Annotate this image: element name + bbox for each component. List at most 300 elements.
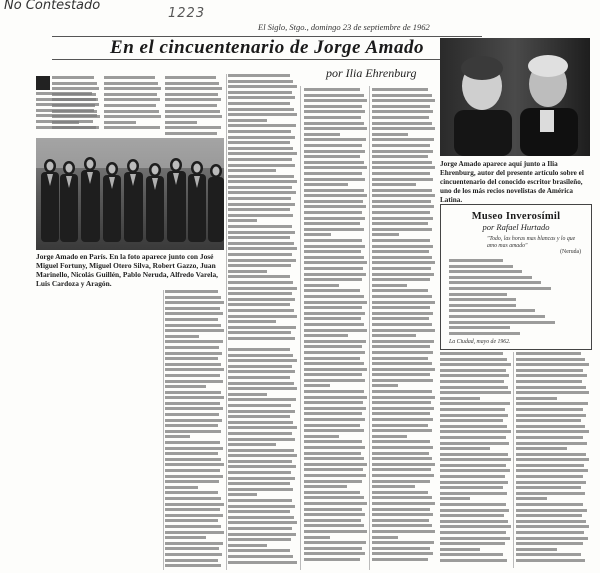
text-line <box>228 415 290 418</box>
text-line <box>372 178 433 181</box>
text-line <box>165 110 220 113</box>
text-line <box>516 497 547 500</box>
text-line <box>52 76 94 79</box>
article-byline: por Ilia Ehrenburg <box>326 66 417 80</box>
text-line <box>372 172 430 175</box>
text-line <box>440 442 509 445</box>
text-line <box>372 547 430 550</box>
text-line <box>516 553 581 556</box>
text-line <box>165 312 223 315</box>
text-line <box>372 205 434 208</box>
text-line <box>449 276 532 279</box>
text-line <box>304 122 364 125</box>
text-line <box>372 329 435 332</box>
text-line <box>304 278 362 281</box>
text-line <box>165 98 221 101</box>
text-line <box>228 460 292 463</box>
text-line <box>440 531 506 534</box>
text-line <box>228 275 290 278</box>
text-line <box>304 194 367 197</box>
text-line <box>228 219 257 222</box>
text-column-10 <box>516 352 590 568</box>
text-line <box>516 509 587 512</box>
text-line <box>449 315 545 318</box>
sidebar-photo <box>440 38 590 156</box>
main-photo <box>36 138 224 250</box>
text-line <box>516 419 581 422</box>
text-line <box>440 436 506 439</box>
text-line <box>165 553 222 556</box>
text-line <box>440 414 508 417</box>
text-line <box>372 368 435 371</box>
text-line <box>228 80 293 83</box>
text-line <box>304 429 364 432</box>
text-line <box>449 304 516 307</box>
text-line <box>372 435 407 438</box>
text-line <box>228 393 267 396</box>
text-line <box>372 110 433 113</box>
text-line <box>440 453 508 456</box>
text-line <box>516 514 582 517</box>
dateline: El Siglo, Stgo., domingo 23 de septiembre de 1962 <box>258 22 430 32</box>
text-line <box>304 496 364 499</box>
text-line <box>228 354 293 357</box>
text-line <box>165 363 221 366</box>
text-line <box>516 442 587 445</box>
text-line <box>440 458 511 461</box>
text-line <box>304 373 362 376</box>
text-line <box>372 424 428 427</box>
text-line <box>228 555 293 558</box>
text-line <box>228 449 294 452</box>
museo-box-epigraph: "Todo, las horas mas blancas y lo que amo mas amado" <box>487 236 576 249</box>
text-line <box>304 491 360 494</box>
text-line <box>440 542 505 545</box>
text-line <box>516 469 588 472</box>
text-line <box>228 320 276 323</box>
text-column-8 <box>372 88 436 568</box>
text-line <box>304 357 360 360</box>
text-line <box>516 369 583 372</box>
text-line <box>165 497 221 500</box>
text-line <box>304 379 365 382</box>
text-line <box>228 533 296 536</box>
text-line <box>516 374 587 377</box>
text-line <box>372 541 434 544</box>
text-line <box>440 514 504 517</box>
text-line <box>516 363 589 366</box>
text-line <box>165 346 219 349</box>
text-line <box>372 228 432 231</box>
text-line <box>516 559 585 562</box>
text-line <box>372 200 431 203</box>
text-line <box>228 180 297 183</box>
text-line <box>165 307 220 310</box>
text-line <box>372 519 429 522</box>
text-line <box>228 454 297 457</box>
text-line <box>304 362 364 365</box>
text-line <box>440 469 510 472</box>
text-line <box>304 273 366 276</box>
text-line <box>165 547 219 550</box>
text-line <box>440 497 470 500</box>
text-column-7 <box>304 88 368 568</box>
text-line <box>228 331 291 334</box>
text-line <box>372 88 428 91</box>
text-line <box>440 363 511 366</box>
drop-cap <box>36 76 50 90</box>
text-line <box>228 158 292 161</box>
text-line <box>372 502 435 505</box>
text-line <box>165 301 224 304</box>
text-line <box>165 87 222 90</box>
text-line <box>165 463 224 466</box>
text-line <box>165 469 220 472</box>
text-line <box>165 324 221 327</box>
text-line <box>228 561 297 564</box>
text-line <box>228 164 295 167</box>
text-line <box>440 520 508 523</box>
text-line <box>228 141 290 144</box>
text-line <box>228 443 276 446</box>
text-line <box>228 538 291 541</box>
text-line <box>516 380 582 383</box>
text-line <box>228 242 294 245</box>
text-line <box>516 397 557 400</box>
text-line <box>36 92 92 95</box>
text-line <box>228 527 292 530</box>
text-line <box>228 465 296 468</box>
text-line <box>228 175 294 178</box>
text-line <box>440 386 508 389</box>
text-line <box>372 312 433 315</box>
text-line <box>304 513 365 516</box>
text-line <box>304 178 365 181</box>
text-line <box>228 370 295 373</box>
text-line <box>165 104 217 107</box>
text-line <box>440 374 509 377</box>
text-line <box>372 351 433 354</box>
text-line <box>304 205 366 208</box>
text-line <box>165 391 221 394</box>
text-line <box>372 284 407 287</box>
text-line <box>165 508 220 511</box>
text-line <box>372 457 432 460</box>
text-line <box>228 421 293 424</box>
text-line <box>372 524 432 527</box>
text-line <box>304 351 365 354</box>
text-line <box>372 379 433 382</box>
text-line <box>228 499 292 502</box>
text-line <box>372 446 433 449</box>
text-line <box>449 298 516 301</box>
text-line <box>372 401 431 404</box>
text-line <box>372 407 434 410</box>
text-line <box>372 245 433 248</box>
text-line <box>304 474 366 477</box>
text-line <box>165 385 206 388</box>
text-line <box>304 329 367 332</box>
text-line <box>516 464 584 467</box>
text-line <box>228 544 267 547</box>
text-line <box>304 558 360 561</box>
text-line <box>372 474 434 477</box>
text-line <box>228 398 296 401</box>
text-line <box>516 453 586 456</box>
text-line <box>304 222 360 225</box>
text-line <box>372 485 415 488</box>
text-line <box>304 189 364 192</box>
text-line <box>104 87 161 90</box>
text-line <box>304 396 367 399</box>
text-line <box>165 318 218 321</box>
text-line <box>516 475 583 478</box>
text-line <box>372 429 432 432</box>
text-line <box>228 186 292 189</box>
text-line <box>304 368 367 371</box>
text-line <box>228 236 290 239</box>
text-line <box>440 553 503 556</box>
text-line <box>165 76 216 79</box>
text-line <box>304 424 360 427</box>
text-column-2 <box>104 76 162 136</box>
text-line <box>304 541 366 544</box>
text-line <box>165 329 224 332</box>
text-line <box>228 359 297 362</box>
text-line <box>228 85 297 88</box>
text-line <box>304 468 363 471</box>
museo-box <box>440 204 592 350</box>
text-line <box>165 115 222 118</box>
text-line <box>228 225 292 228</box>
text-line <box>304 536 330 539</box>
text-line <box>304 233 331 236</box>
text-line <box>372 211 430 214</box>
text-line <box>516 386 586 389</box>
text-line <box>165 419 222 422</box>
text-line <box>228 74 290 77</box>
text-line <box>228 108 294 111</box>
text-line <box>228 96 295 99</box>
text-line <box>304 502 367 505</box>
text-column-3 <box>165 76 223 138</box>
text-line <box>304 312 365 315</box>
text-line <box>516 391 589 394</box>
text-line <box>372 452 429 455</box>
text-line <box>372 267 431 270</box>
text-line <box>228 337 295 340</box>
text-line <box>165 352 222 355</box>
text-line <box>372 116 429 119</box>
text-line <box>372 384 398 387</box>
text-line <box>165 335 199 338</box>
text-line <box>516 520 586 523</box>
text-line <box>440 537 510 540</box>
text-line <box>304 384 330 387</box>
museo-box-footer: La Ciudad, mayo de 1962. <box>449 339 511 345</box>
text-line <box>304 452 361 455</box>
text-line <box>165 503 224 506</box>
text-line <box>372 418 433 421</box>
text-line <box>372 189 432 192</box>
text-line <box>165 435 190 438</box>
text-line <box>372 122 432 125</box>
text-line <box>228 136 295 139</box>
text-line <box>228 147 293 150</box>
text-line <box>304 508 362 511</box>
text-line <box>304 412 362 415</box>
text-line <box>36 103 99 106</box>
text-line <box>165 458 221 461</box>
text-line <box>372 390 432 393</box>
text-line <box>228 510 290 513</box>
text-line <box>165 82 219 85</box>
text-line <box>165 559 218 562</box>
text-line <box>228 432 292 435</box>
text-line <box>228 253 292 256</box>
text-line <box>304 530 367 533</box>
text-line <box>165 564 221 567</box>
text-line <box>228 438 295 441</box>
text-line <box>440 486 503 489</box>
text-line <box>516 525 589 528</box>
text-line <box>440 419 503 422</box>
text-line <box>516 358 585 361</box>
text-line <box>440 559 507 562</box>
text-line <box>304 144 362 147</box>
text-line <box>304 267 363 270</box>
text-line <box>304 440 362 443</box>
text-line <box>372 261 435 264</box>
text-line <box>165 447 223 450</box>
text-line <box>304 480 362 483</box>
text-line <box>228 124 296 127</box>
text-line <box>228 516 294 519</box>
text-line <box>372 340 434 343</box>
text-column-9 <box>440 352 512 568</box>
text-line <box>516 402 588 405</box>
text-line <box>104 126 160 129</box>
text-line <box>228 482 290 485</box>
text-line <box>36 109 94 112</box>
text-line <box>228 264 291 267</box>
text-line <box>228 292 292 295</box>
text-line <box>304 150 365 153</box>
text-line <box>372 295 432 298</box>
text-line <box>304 340 366 343</box>
text-line <box>304 161 364 164</box>
text-line <box>372 301 435 304</box>
text-line <box>372 508 430 511</box>
text-line <box>440 430 511 433</box>
text-line <box>304 94 364 97</box>
text-line <box>440 509 509 512</box>
text-line <box>372 480 430 483</box>
museo-box-byline: por Rafael Hurtado <box>482 222 550 232</box>
text-line <box>165 536 206 539</box>
text-line <box>228 197 291 200</box>
text-line <box>440 408 505 411</box>
text-line <box>228 315 297 318</box>
text-line <box>228 387 297 390</box>
text-line <box>165 491 218 494</box>
text-line <box>228 376 290 379</box>
text-line <box>440 447 490 450</box>
text-line <box>228 309 294 312</box>
text-line <box>165 407 223 410</box>
text-line <box>372 155 428 158</box>
text-line <box>165 441 220 444</box>
text-line <box>372 127 435 130</box>
text-line <box>165 475 223 478</box>
text-line <box>372 138 434 141</box>
text-line <box>372 133 408 136</box>
text-line <box>304 133 340 136</box>
text-line <box>228 113 297 116</box>
text-line <box>372 468 431 471</box>
text-line <box>36 126 96 129</box>
text-line <box>372 558 428 561</box>
text-line <box>228 326 296 329</box>
text-line <box>372 166 435 169</box>
text-line <box>372 513 433 516</box>
text-line <box>228 231 295 234</box>
text-line <box>304 217 365 220</box>
text-line <box>165 531 224 534</box>
text-line <box>304 323 364 326</box>
text-line <box>228 208 290 211</box>
text-line <box>228 102 290 105</box>
text-line <box>440 391 511 394</box>
text-line <box>440 402 510 405</box>
text-line <box>165 374 220 377</box>
text-line <box>372 357 428 360</box>
text-line <box>449 281 541 284</box>
text-line <box>516 436 583 439</box>
text-line <box>372 289 428 292</box>
text-line <box>516 458 589 461</box>
text-line <box>516 492 585 495</box>
text-line <box>516 531 584 534</box>
text-line <box>228 365 292 368</box>
text-line <box>304 463 367 466</box>
text-line <box>449 332 520 335</box>
text-line <box>304 446 365 449</box>
text-line <box>104 115 161 118</box>
text-line <box>449 265 513 268</box>
text-line <box>165 340 223 343</box>
text-line <box>440 481 508 484</box>
text-line <box>516 352 581 355</box>
text-line <box>304 284 339 287</box>
text-column-6 <box>228 348 298 570</box>
text-line <box>104 76 155 79</box>
text-line <box>516 447 567 450</box>
text-line <box>372 256 432 259</box>
text-line <box>304 334 348 337</box>
article-title: En el cincuentenario de Jorge Amado <box>52 36 482 60</box>
text-line <box>228 303 290 306</box>
text-line <box>165 525 221 528</box>
museo-box-title: Museo Inverosímil <box>471 211 561 222</box>
text-line <box>228 287 297 290</box>
archive-note: No Contestado <box>4 0 101 13</box>
text-line <box>304 418 365 421</box>
text-line <box>516 425 585 428</box>
text-line <box>449 259 503 262</box>
text-line <box>516 408 583 411</box>
text-line <box>165 380 223 383</box>
